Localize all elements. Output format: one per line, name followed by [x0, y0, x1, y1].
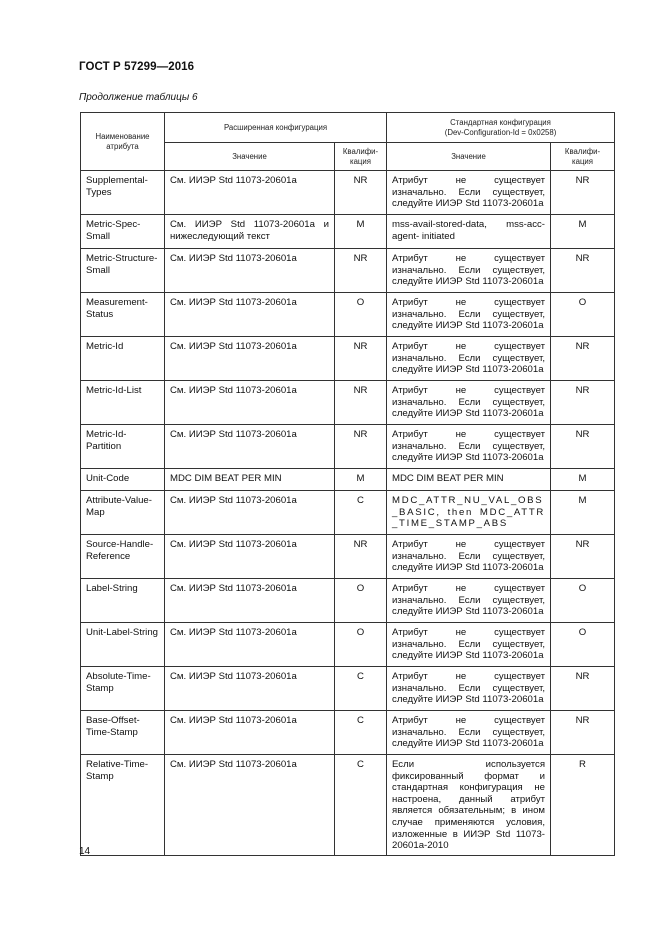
std-qualification-cell: NR [551, 535, 615, 579]
header-ext-value: Значение [165, 143, 335, 171]
ext-qualification-cell: O [335, 293, 387, 337]
std-qualification-cell: O [551, 623, 615, 667]
ext-qualification-cell: C [335, 755, 387, 856]
table-row [81, 711, 615, 755]
ext-qualification-cell: C [335, 491, 387, 535]
std-qualification-cell: M [551, 215, 615, 249]
std-qualification-cell: M [551, 491, 615, 535]
page-number: 14 [79, 846, 91, 857]
attribute-name-cell: Supplemental-Types [81, 171, 165, 215]
table-row [81, 755, 615, 856]
attribute-name-cell: Source-Handle-Reference [81, 535, 165, 579]
header-standard-config-id: (Dev-Configuration-Id = 0x0258) [444, 128, 557, 137]
attribute-name-cell: Metric-Structure-Small [81, 249, 165, 293]
attribute-name-cell: Label-String [81, 579, 165, 623]
ext-value-cell: См. ИИЭР Std 11073-20601a [165, 249, 335, 293]
ext-qualification-cell: NR [335, 381, 387, 425]
ext-value-cell: См. ИИЭР Std 11073-20601a [165, 425, 335, 469]
ext-value-cell: См. ИИЭР Std 11073-20601a [165, 623, 335, 667]
table-row [81, 171, 615, 215]
std-value-cell: Атрибут не существует изначально. Если существует, следуйте ИИЭР Std 11073-20601a [387, 337, 551, 381]
header-attribute-name: Наименование атрибута [81, 113, 165, 171]
ext-value-cell: См. ИИЭР Std 11073-20601a [165, 755, 335, 856]
header-standard-config [387, 113, 615, 143]
ext-qualification-cell: O [335, 623, 387, 667]
std-value-cell: Если используется фиксированный формат и стандартная конфигурация не настроена, данный атрибут является обязательным; в ином случае применяются условия, изложенные в ИИЭР Std 11073-20601a-2010 [387, 755, 551, 856]
std-qualification-cell: M [551, 469, 615, 491]
header-std-qualification: Квалифи-кация [551, 143, 615, 171]
std-value-cell: Атрибут не существует изначально. Если существует, следуйте ИИЭР Std 11073-20601a [387, 711, 551, 755]
std-value-cell: Атрибут не существует изначально. Если существует, следуйте ИИЭР Std 11073-20601a [387, 623, 551, 667]
attributes-table [80, 112, 615, 856]
std-qualification-cell: NR [551, 249, 615, 293]
ext-value-cell: См. ИИЭР Std 11073-20601a [165, 667, 335, 711]
attribute-name-cell: Metric-Id [81, 337, 165, 381]
standard-title: ГОСТ Р 57299—2016 [79, 61, 195, 73]
table-row [81, 249, 615, 293]
table-row [81, 667, 615, 711]
header-standard-config-title: Стандартная конфигурация [450, 118, 551, 128]
attribute-name-cell: Unit-Code [81, 469, 165, 491]
ext-value-cell: См. ИИЭР Std 11073-20601a [165, 337, 335, 381]
attribute-name-cell: Relative-Time-Stamp [81, 755, 165, 856]
ext-qualification-cell: NR [335, 249, 387, 293]
ext-qualification-cell: O [335, 579, 387, 623]
std-value-cell: MDC DIM BEAT PER MIN [387, 469, 551, 491]
table-row [81, 425, 615, 469]
table-row [81, 469, 615, 491]
header-extended-config: Расширенная конфигурация [165, 113, 387, 143]
table-row [81, 381, 615, 425]
std-qualification-cell: NR [551, 711, 615, 755]
std-qualification-cell: O [551, 579, 615, 623]
table-row [81, 579, 615, 623]
attribute-name-cell: Metric-Id-List [81, 381, 165, 425]
std-value-cell: MDC_ATTR_NU_VAL_OBS_BASIC, then MDC_ATTR_TIME_STAMP_ABS [387, 491, 551, 535]
table-row [81, 491, 615, 535]
table-row [81, 535, 615, 579]
std-value-cell: Атрибут не существует изначально. Если существует, следуйте ИИЭР Std 11073-20601a [387, 425, 551, 469]
ext-qualification-cell: NR [335, 535, 387, 579]
std-value-cell: Атрибут не существует изначально. Если существует, следуйте ИИЭР Std 11073-20601a [387, 293, 551, 337]
std-qualification-cell: R [551, 755, 615, 856]
ext-value-cell: См. ИИЭР Std 11073-20601a [165, 381, 335, 425]
attribute-name-cell: Attribute-Value-Map [81, 491, 165, 535]
std-value-cell: Атрибут не существует изначально. Если существует, следуйте ИИЭР Std 11073-20601a [387, 171, 551, 215]
ext-qualification-cell: M [335, 469, 387, 491]
ext-qualification-cell: C [335, 711, 387, 755]
ext-value-cell: См. ИИЭР Std 11073-20601a [165, 711, 335, 755]
attribute-name-cell: Metric-Id-Partition [81, 425, 165, 469]
table-row [81, 293, 615, 337]
ext-qualification-cell: C [335, 667, 387, 711]
std-value-cell: Атрибут не существует изначально. Если существует, следуйте ИИЭР Std 11073-20601a [387, 249, 551, 293]
ext-value-cell: MDC DIM BEAT PER MIN [165, 469, 335, 491]
std-qualification-cell: O [551, 293, 615, 337]
std-qualification-cell: NR [551, 667, 615, 711]
attribute-name-cell: Base-Offset-Time-Stamp [81, 711, 165, 755]
table-continuation-caption: Продолжение таблицы 6 [79, 92, 198, 103]
ext-value-cell: См. ИИЭР Std 11073-20601a [165, 171, 335, 215]
ext-qualification-cell: NR [335, 171, 387, 215]
std-qualification-cell: NR [551, 425, 615, 469]
ext-value-cell: См. ИИЭР Std 11073-20601a [165, 293, 335, 337]
std-qualification-cell: NR [551, 337, 615, 381]
std-qualification-cell: NR [551, 381, 615, 425]
attribute-name-cell: Measurement-Status [81, 293, 165, 337]
table-row [81, 623, 615, 667]
ext-value-cell: См. ИИЭР Std 11073-20601a [165, 535, 335, 579]
attribute-name-cell: Metric-Spec-Small [81, 215, 165, 249]
std-value-cell: Атрибут не существует изначально. Если существует, следуйте ИИЭР Std 11073-20601a [387, 535, 551, 579]
ext-qualification-cell: M [335, 215, 387, 249]
table-row [81, 215, 615, 249]
std-value-cell: mss-avail-stored-data, mss-acc-agent- initiated [387, 215, 551, 249]
std-qualification-cell: NR [551, 171, 615, 215]
ext-value-cell: См. ИИЭР Std 11073-20601a [165, 491, 335, 535]
std-value-cell: Атрибут не существует изначально. Если существует, следуйте ИИЭР Std 11073-20601a [387, 381, 551, 425]
ext-value-cell: См. ИИЭР Std 11073-20601a [165, 579, 335, 623]
attribute-name-cell: Absolute-Time-Stamp [81, 667, 165, 711]
header-ext-qualification: Квалифи-кация [335, 143, 387, 171]
ext-qualification-cell: NR [335, 337, 387, 381]
header-std-value: Значение [387, 143, 551, 171]
attribute-name-cell: Unit-Label-String [81, 623, 165, 667]
ext-qualification-cell: NR [335, 425, 387, 469]
std-value-cell: Атрибут не существует изначально. Если существует, следуйте ИИЭР Std 11073-20601a [387, 667, 551, 711]
std-value-cell: Атрибут не существует изначально. Если существует, следуйте ИИЭР Std 11073-20601a [387, 579, 551, 623]
table-row [81, 337, 615, 381]
ext-value-cell: См. ИИЭР Std 11073-20601a и нижеследующий текст [165, 215, 335, 249]
